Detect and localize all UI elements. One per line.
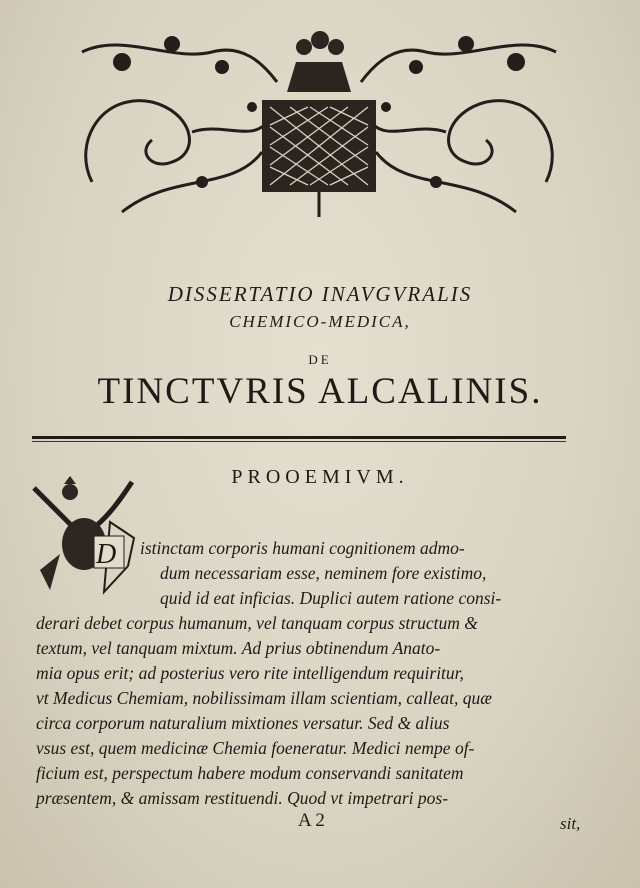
body-text-line: quid id eat inficias. Duplici autem ratione consi-	[160, 588, 502, 608]
body-text-line: derari debet corpus humanum, vel tanquam corpus structum &	[36, 613, 478, 633]
body-text-line: vt Medicus Chemiam, nobilissimam illam scientiam, calleat, quæ	[36, 688, 492, 708]
signature-mark: A 2	[298, 810, 325, 831]
title-divider-rule	[32, 436, 566, 439]
body-text-line: circa corporum naturalium mixtiones versatur. Sed & alius	[36, 713, 450, 733]
body-text-line: mia opus erit; ad posterius vero rite intelligendum requiritur,	[36, 663, 464, 683]
body-text-line: istinctam corporis humani cognitionem admo-	[140, 538, 465, 558]
body-text-line: præsentem, & amissam restituendi. Quod vt impetrari pos-	[36, 788, 449, 808]
body-text-line: ficium est, perspectum habere modum conservandi sanitatem	[36, 763, 464, 783]
section-heading: PROOEMIVM.	[231, 466, 409, 488]
headpiece-ornament	[62, 22, 576, 222]
dissertation-main-title: TINCTVRIS ALCALINIS.	[97, 371, 543, 412]
dissertation-title-line: DISSERTATIO INAVGVRALIS	[167, 282, 473, 306]
body-text-line: textum, vel tanquam mixtum. Ad prius obtinendum Anato-	[36, 638, 441, 658]
body-text-line: dum necessariam esse, neminem fore existimo,	[160, 563, 487, 583]
dissertation-subtitle-line: CHEMICO-MEDICA,	[229, 312, 411, 331]
title-divider-thin-rule	[32, 441, 566, 442]
decorated-initial	[30, 474, 138, 604]
body-text-line: vsus est, quem medicinæ Chemia foeneratur. Medici nempe of-	[36, 738, 475, 758]
catchword: sit,	[560, 814, 581, 833]
initial-letter: D	[96, 539, 117, 570]
dissertation-preposition: DE	[308, 352, 332, 367]
